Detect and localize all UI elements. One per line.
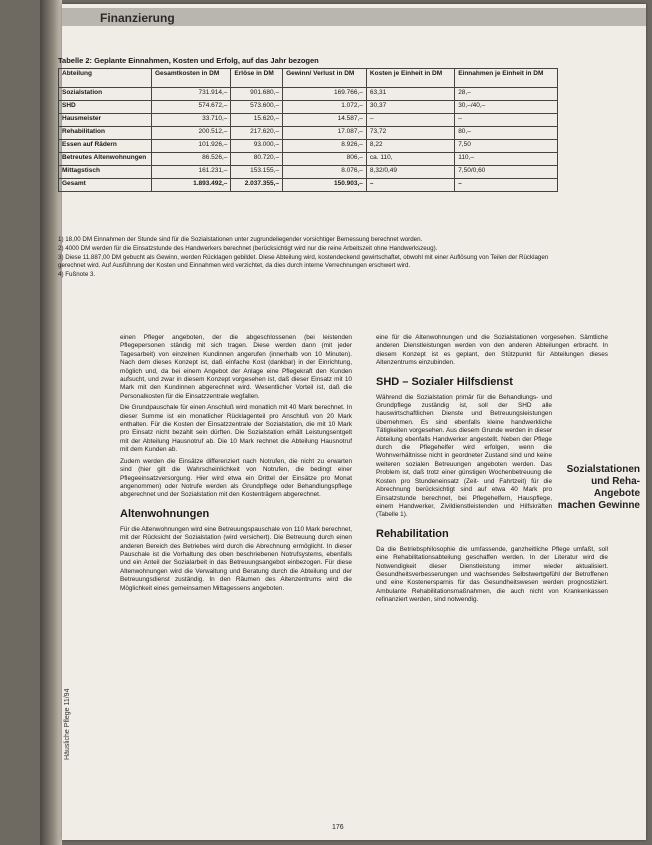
table-row: [59, 114, 558, 127]
table-cell: 17.087,–: [283, 127, 367, 140]
table-cell: ca. 110,: [366, 153, 454, 166]
footnote: 2) 4000 DM werden für die Einsatzstunde des Handwerkers berechnet (berücksichtigt wird nur die reine Arbeitszeit ohne Handwerkszeug).: [58, 245, 438, 252]
table-cell: Rehabilitation: [59, 127, 152, 140]
table-cell: 73,72: [366, 127, 454, 140]
table-cell: 731.914,–: [152, 88, 231, 101]
journal-side-label: Häusliche Pflege 11/94: [64, 688, 71, 760]
table-row: [59, 101, 558, 114]
table-cell: 7,50: [455, 140, 558, 153]
table-cell: 200.512,–: [152, 127, 231, 140]
column-header: Gewinn/ Verlust in DM: [283, 69, 367, 88]
column-header: Erlöse in DM: [231, 69, 283, 88]
table-cell: 86.526,–: [152, 153, 231, 166]
table-row: [59, 127, 558, 140]
table-cell: 80,–: [455, 127, 558, 140]
paragraph: Für die Altenwohnungen wird eine Betreuungspauschale von 110 Mark berechnet, mit der Rücksicht der Sozialstation (wird versichert). Die Betreuung durch einen anderen Bereich des Betriebes wird durch die Abrechnung ermöglicht. In dieser Pauschale ist die Vorhaltung des oben beschriebenen Notrufsystems, ebenfalls und ein Anteil der Sozialarbeit in das Betreuungsangebot einbezogen. Für diese Altenwohnungen wird die Verwaltung und Beratung durch die Abteilung und der Betreuungsdienst zuständig. In den Räumen des Altenzentrums wird die Möglichkeit eines gemeinsamen Mittagessens angeboten.: [120, 525, 352, 592]
footnote: 1) 18,00 DM Einnahmen der Stunde sind für die Sozialstationen unter zugrundeliegender vorsichtiger Bemessung berechnet worden.: [58, 236, 423, 243]
table-cell: 574.672,–: [152, 101, 231, 114]
table-cell: 93.000,–: [231, 140, 283, 153]
section-heading: Altenwohnungen: [120, 507, 210, 520]
table-cell: 8.076,–: [283, 166, 367, 179]
paragraph: eine für die Altenwohnungen und die Sozialstationen vorgesehen. Sämtliche anderen Dienstleistungen werden von den anderen Abteilungen erbracht. In diesem Konzept ist es geplant, den Stützpunkt für Abteilungen dieses Altenzentrums einzubinden.: [376, 334, 608, 367]
column-header: Kosten je Einheit in DM: [366, 69, 454, 88]
table-cell: 80.720,–: [231, 153, 283, 166]
table-cell: 150.903,–: [283, 179, 367, 192]
table-cell: 8,32/0,49: [366, 166, 454, 179]
table-cell: 573.600,–: [231, 101, 283, 114]
table-cell: 2.037.355,–: [231, 179, 283, 192]
column-header: Einnahmen je Einheit in DM: [455, 69, 558, 88]
table-caption: Tabelle 2: Geplante Einnahmen, Kosten und Erfolg, auf das Jahr bezogen: [58, 56, 319, 65]
table-cell: 15.620,–: [231, 114, 283, 127]
left-column: [120, 334, 352, 596]
paragraph: Die Grundpauschale für einen Anschluß wird monatlich mit 40 Mark berechnet. In dieser Summe ist ein monatlicher Rücklagenteil pro Anschluß von 20 Mark enthalten. Für die Kosten der Einsatzzentrale der Sozialstation, die mit 10 Mark pro Einsatz nicht bezahlt sein dürften. Die Sozialstation erhält Leistungsentgelt mit der Abteilung Hausnotruf ab. Die 10 Mark rechnet die Abteilung Hausnotruf mit dem Kunden ab.: [120, 404, 352, 454]
table-cell: –: [366, 179, 454, 192]
table-cell: 806,–: [283, 153, 367, 166]
section-title: Finanzierung: [100, 11, 175, 25]
paragraph: Da die Betriebsphilosophie die umfassende, ganzheitliche Pflege umfaßt, soll eine Rehabilitationsabteilung geschaffen werden. In der Literatur wird die Notwendigkeit dieser Dienstleistung immer wieder aktualisiert. Gesundheitsverbesserungen und wachsendes Selbstwertgefühl der Betroffenen und eine Kostenersparnis für das Gesundheitswesen werden prognostiziert. Ambulante Rehabilitationsmaßnahmen, die auch nicht von Krankenkassen refinanziert werden, sind notwendig.: [376, 545, 608, 604]
table-cell: 1.072,–: [283, 101, 367, 114]
table-total-row: [59, 179, 558, 192]
table-cell: 28,–: [455, 88, 558, 101]
table-cell: Essen auf Rädern: [59, 140, 152, 153]
table-row: [59, 166, 558, 179]
table-cell: 901.680,–: [231, 88, 283, 101]
table-cell: 30,37: [366, 101, 454, 114]
table-cell: 169.766,–: [283, 88, 367, 101]
table-footnotes: [58, 236, 558, 280]
table-cell: 33.710,–: [152, 114, 231, 127]
table-cell: Gesamt: [59, 179, 152, 192]
table-cell: 8,22: [366, 140, 454, 153]
table-header-row: [59, 69, 558, 88]
table-cell: 30,–/40,–: [455, 101, 558, 114]
table-cell: 7,50/0,60: [455, 166, 558, 179]
table-cell: 153.155,–: [231, 166, 283, 179]
table-cell: Mittagstisch: [59, 166, 152, 179]
table-cell: 1.893.492,–: [152, 179, 231, 192]
document-page: [58, 4, 646, 840]
table-cell: 161.231,–: [152, 166, 231, 179]
footnote: 3) Diese 11.887,00 DM gebucht als Gewinn, werden Rücklagen gebildet. Diese Abteilung wird, kostendeckend gewirtschaftet, obwohl mit einer Auflösung von Teilen der Rücklagen gerechnet wird. Auf Ausführung der Kosten und Einnahmen wird verzichtet, da dies durch interne Verrechnungen erschwert wird.: [58, 254, 549, 269]
table-cell: 8.926,–: [283, 140, 367, 153]
page-number: 176: [332, 824, 344, 831]
section-heading: Rehabilitation: [376, 527, 449, 540]
table-row: [59, 88, 558, 101]
table-cell: 63,31: [366, 88, 454, 101]
table-row: [59, 153, 558, 166]
table-cell: Betreutes Altenwohnungen: [59, 153, 152, 166]
column-header: Abteilung: [59, 69, 152, 88]
table-cell: –: [455, 179, 558, 192]
table-cell: Hausmeister: [59, 114, 152, 127]
column-header: Gesamtkosten in DM: [152, 69, 231, 88]
table-cell: 110,–: [455, 153, 558, 166]
table-cell: –: [366, 114, 454, 127]
table-cell: 217.620,–: [231, 127, 283, 140]
cost-table: [58, 68, 558, 192]
footnote: 4) Fußnote 3.: [58, 271, 96, 278]
table-cell: 101.926,–: [152, 140, 231, 153]
section-heading: SHD – Sozialer Hilfsdienst: [376, 375, 513, 388]
table-cell: 14.587,–: [283, 114, 367, 127]
table-cell: Sozialstation: [59, 88, 152, 101]
pull-quote: Sozialstationen und Reha-Angebote machen Gewinne: [557, 464, 640, 511]
paragraph: einen Pfleger angeboten, der die abgeschlossenen (bei leistenden Pflegepersonen ständig mit sich tragen. Diese werden dann (mit jeder Tagesarbeit) von einzelnen Kundinnen angerufen (innerhalb von 10 Minuten). Nach dem dieses Konzept ist, daß einfache Kost (dankbar) in der Einrichtung, möglich und, da bei einem Angebot der Anlage eine Pflegekraft den Kunden aufsucht, und zwar in diesem Konzept vorgesehen ist, daß dieser Einsatz mit 10 Mark mit den Kundinnen abgerechnet wird. Wesentlicher Vorteil ist, daß die Personalkosten für die Einsatzzentrale wegfallen.: [120, 334, 352, 400]
table-cell: SHD: [59, 101, 152, 114]
page-header: [62, 8, 646, 26]
paragraph: Während die Sozialstation primär für die Behandlungs- und Grundpflege zuständig ist, soll der SHD alle hauswirtschaftlichen Dienste und Betreuungsleistungen übernehmen. Es sind ebenfalls kleine handwerkliche Tätigkeiten vorgesehen. Aus diesem Grunde werden in dieser Abteilung ebenfalls Handwerker angestellt. Neben der Pflege durch die Pflegehelfer wird erfolgen, wenn die Wohnverhältnisse nicht in geordneter Zustand sind und keine weiteren sozialen Betreuungen angeboten werden. Das Problem ist, daß trotz einer günstigen Wochenbetreuung die Kosten pro Stundeneinsatz (Zeit- und Fahrtzeit) für die Abrechnung berücksichtigt sind auf etwa 40 Mark pro Einsatzstunde berechnet, bei Pflegehelfern, Hauspflege, einem Handwerker, Zivildienstleistenden und Hilfskräften (Tabelle 1).: [376, 393, 552, 519]
table-row: [59, 140, 558, 153]
table-cell: –: [455, 114, 558, 127]
paragraph: Zudem werden die Einsätze differenziert nach Notrufen, die nicht zu erwarten sind (hier gilt die Wahrscheinlichkeit von Notrufen, die bedingt einer Pflegeeinsatzversorgung. Hier wird etwa ein Drittel der Einsätze pro Monat angenommen) oder Notrufe werden als Grundpflege oder Behandlungspflege abgerechnet und der Sozialstation mit den Kostenträgern abgerechnet.: [120, 457, 352, 499]
